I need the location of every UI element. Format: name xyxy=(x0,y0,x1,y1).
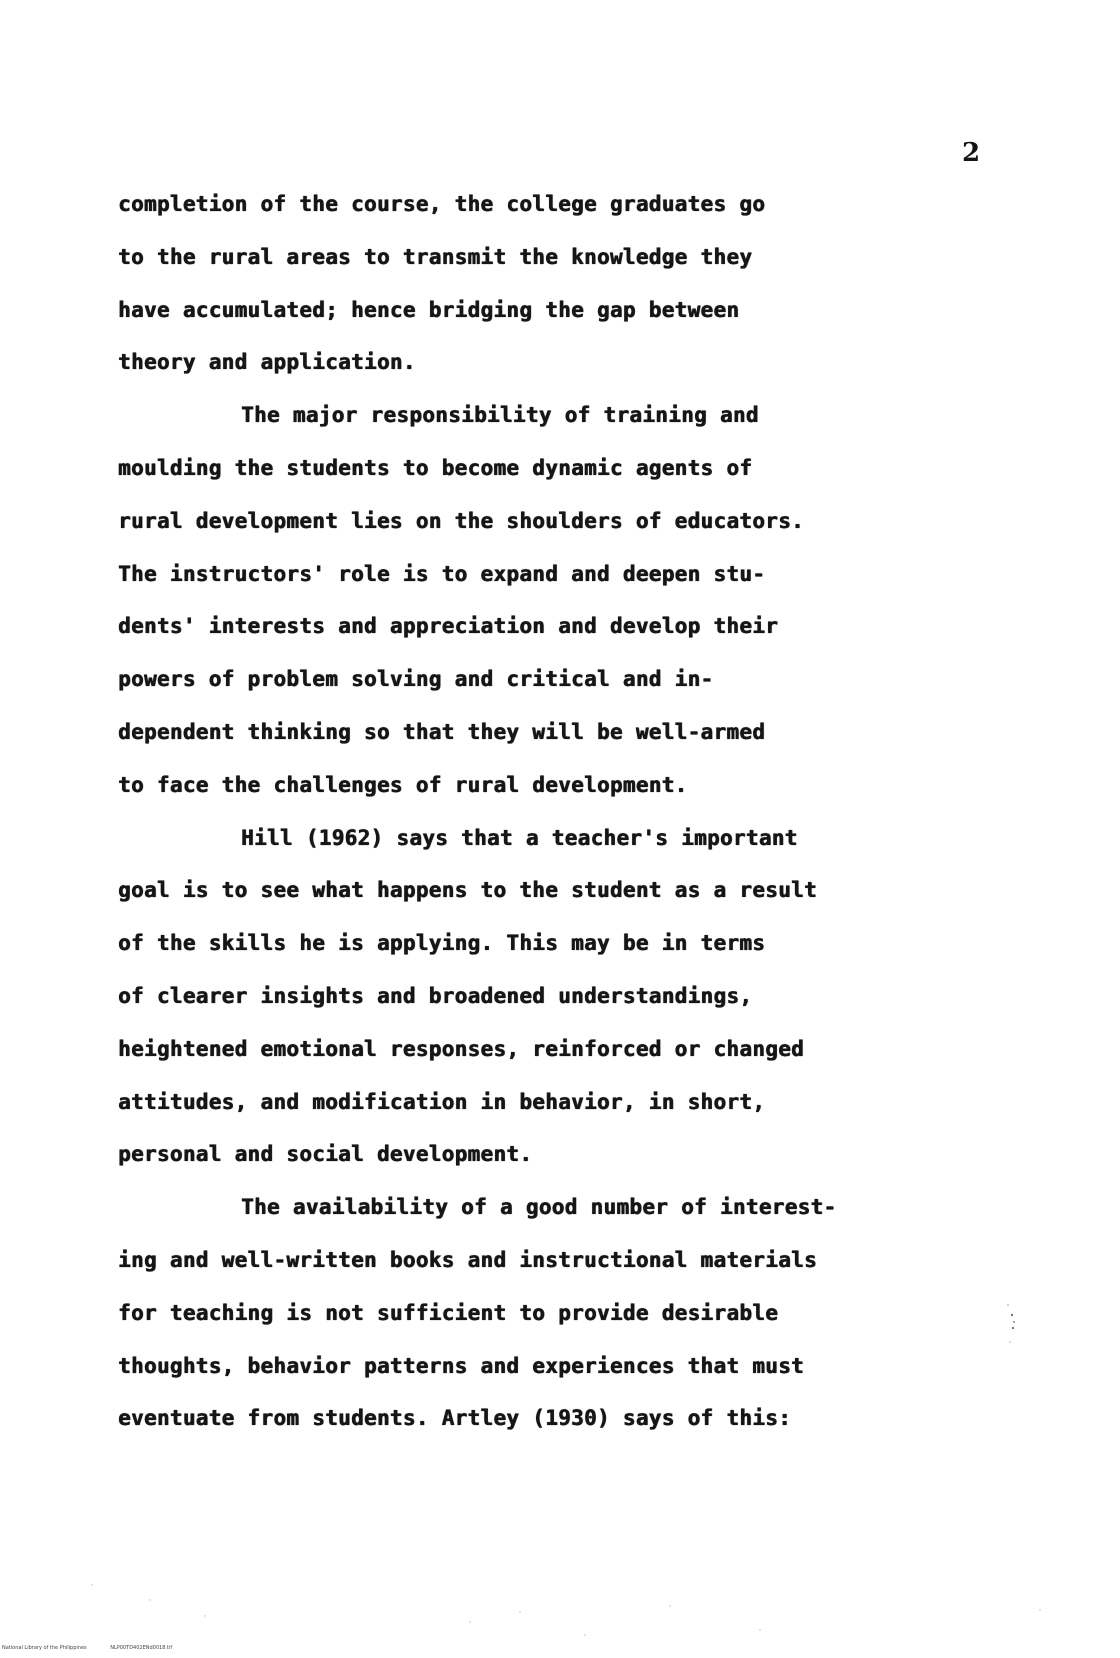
paragraph-first-line: The major responsibility of training and xyxy=(241,403,759,428)
scan-footer xyxy=(2,1645,194,1651)
text-line: of clearer insights and broadened understandings, xyxy=(118,983,753,1008)
text-line: to the rural areas to transmit the knowledge they xyxy=(118,244,753,269)
text-line: powers of problem solving and critical and in- xyxy=(118,667,714,692)
text-line: thoughts, behavior patterns and experiences that must xyxy=(118,1353,804,1378)
text-line: The instructors' role is to expand and deepen stu- xyxy=(118,561,766,586)
text-line: moulding the students to become dynamic agents of xyxy=(118,455,753,480)
text-line: ing and well-written books and instructional materials xyxy=(118,1247,817,1272)
text-line: to face the challenges of rural development. xyxy=(118,772,688,797)
text-line: goal is to see what happens to the student as a result xyxy=(118,878,817,903)
footer-library: National Library of the Philippines xyxy=(2,1645,87,1651)
text-line: have accumulated; hence bridging the gap between xyxy=(118,297,740,322)
text-line: for teaching is not sufficient to provide desirable xyxy=(118,1300,779,1325)
page-number: 2 xyxy=(962,138,981,168)
text-line: dents' interests and appreciation and develop their xyxy=(118,614,779,639)
paragraph-first-line: Hill (1962) says that a teacher's important xyxy=(241,825,798,850)
text-line: dependent thinking so that they will be well-armed xyxy=(118,719,766,744)
body-text xyxy=(118,178,998,1445)
text-line: heightened emotional responses, reinforced or changed xyxy=(118,1036,804,1061)
text-line: attitudes, and modification in behavior, in short, xyxy=(118,1089,766,1114)
paragraph-first-line: The availability of a good number of interest- xyxy=(241,1195,837,1220)
text-line: theory and application. xyxy=(118,350,416,375)
text-line: personal and social development. xyxy=(118,1142,533,1167)
footer-file-id: NLP00TD402ENd0018.tif xyxy=(110,1645,173,1651)
text-line: rural development lies on the shoulders of educators. xyxy=(118,508,804,533)
text-line: eventuate from students. Artley (1930) says of this: xyxy=(118,1406,792,1431)
text-line: completion of the course, the college graduates go xyxy=(118,192,766,216)
text-line: of the skills he is applying. This may be in terms xyxy=(118,931,766,956)
